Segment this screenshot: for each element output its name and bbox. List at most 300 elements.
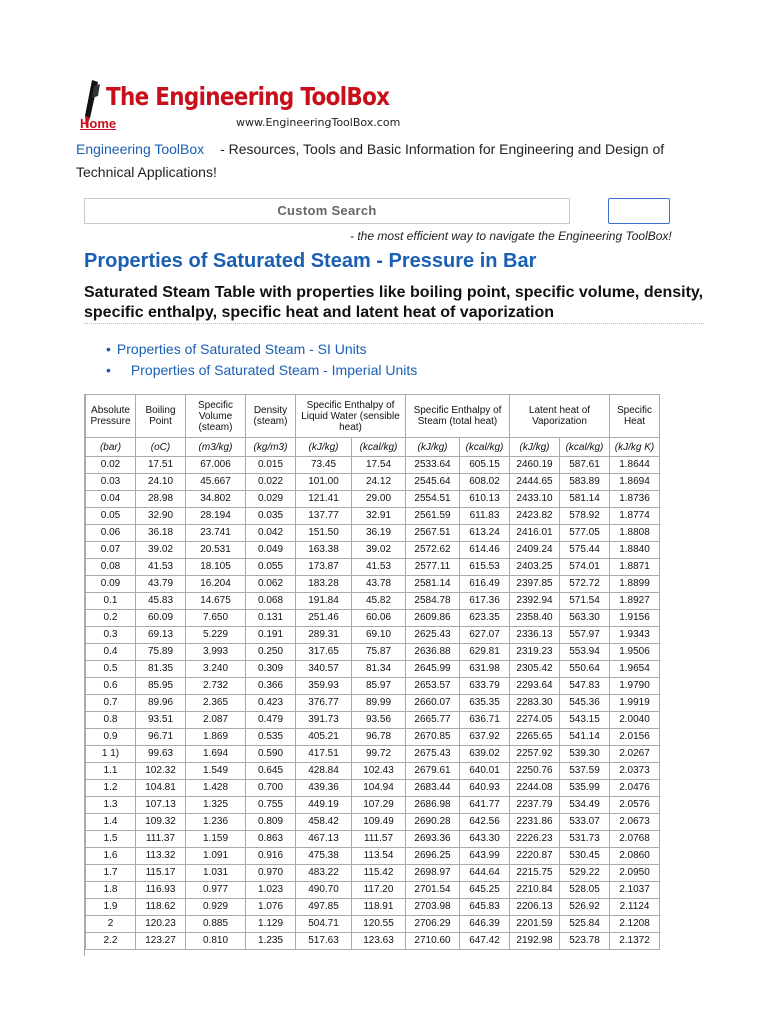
table-cell: 1.236 bbox=[186, 814, 246, 831]
table-cell: 0.250 bbox=[246, 644, 296, 661]
table-row bbox=[86, 933, 660, 950]
table-cell: 2336.13 bbox=[510, 627, 560, 644]
table-cell: 1.8899 bbox=[610, 576, 660, 593]
table-cell: 528.05 bbox=[560, 882, 610, 899]
table-cell: 1.8694 bbox=[610, 474, 660, 491]
table-cell: 1.129 bbox=[246, 916, 296, 933]
table-row bbox=[86, 457, 660, 474]
table-cell: 0.977 bbox=[186, 882, 246, 899]
table-cell: 2319.23 bbox=[510, 644, 560, 661]
table-cell: 613.24 bbox=[460, 525, 510, 542]
table-row bbox=[86, 491, 660, 508]
table-cell: 537.59 bbox=[560, 763, 610, 780]
bullet-icon: • bbox=[106, 362, 111, 378]
table-cell: 251.46 bbox=[296, 610, 352, 627]
table-cell: 0.015 bbox=[246, 457, 296, 474]
table-cell: 533.07 bbox=[560, 814, 610, 831]
table-cell: 2572.62 bbox=[406, 542, 460, 559]
table-cell: 81.35 bbox=[136, 661, 186, 678]
table-cell: 644.64 bbox=[460, 865, 510, 882]
table-cell: 2392.94 bbox=[510, 593, 560, 610]
table-cell: 1.031 bbox=[186, 865, 246, 882]
table-cell: 611.83 bbox=[460, 508, 510, 525]
table-cell: 3.240 bbox=[186, 661, 246, 678]
table-cell: 0.7 bbox=[86, 695, 136, 712]
table-row bbox=[86, 559, 660, 576]
table-cell: 340.57 bbox=[296, 661, 352, 678]
table-cell: 1.235 bbox=[246, 933, 296, 950]
table-cell: 1.7 bbox=[86, 865, 136, 882]
table-cell: 2358.40 bbox=[510, 610, 560, 627]
table-cell: 2305.42 bbox=[510, 661, 560, 678]
table-cell: 36.18 bbox=[136, 525, 186, 542]
table-cell: 2403.25 bbox=[510, 559, 560, 576]
table-cell: 24.10 bbox=[136, 474, 186, 491]
table-cell: 2660.07 bbox=[406, 695, 460, 712]
engineering-toolbox-link[interactable]: Engineering ToolBox bbox=[76, 141, 205, 157]
table-cell: 2.0267 bbox=[610, 746, 660, 763]
unit-header: (kJ/kg) bbox=[510, 438, 560, 457]
table-cell: 0.022 bbox=[246, 474, 296, 491]
table-cell: 647.42 bbox=[460, 933, 510, 950]
table-cell: 2397.85 bbox=[510, 576, 560, 593]
table-cell: 96.78 bbox=[352, 729, 406, 746]
table-cell: 104.94 bbox=[352, 780, 406, 797]
table-cell: 0.6 bbox=[86, 678, 136, 695]
table-cell: 109.49 bbox=[352, 814, 406, 831]
table-cell: 2.0950 bbox=[610, 865, 660, 882]
table-cell: 75.87 bbox=[352, 644, 406, 661]
table-cell: 2686.98 bbox=[406, 797, 460, 814]
table-cell: 2433.10 bbox=[510, 491, 560, 508]
column-header: Specific Volume (steam) bbox=[186, 395, 246, 438]
table-cell: 0.029 bbox=[246, 491, 296, 508]
table-cell: 115.42 bbox=[352, 865, 406, 882]
table-row bbox=[86, 797, 660, 814]
table-cell: 163.38 bbox=[296, 542, 352, 559]
table-cell: 525.84 bbox=[560, 916, 610, 933]
table-cell: 543.15 bbox=[560, 712, 610, 729]
table-cell: 2192.98 bbox=[510, 933, 560, 950]
table-cell: 102.43 bbox=[352, 763, 406, 780]
table-cell: 643.99 bbox=[460, 848, 510, 865]
table-cell: 578.92 bbox=[560, 508, 610, 525]
steam-table-container bbox=[84, 394, 705, 956]
table-cell: 2220.87 bbox=[510, 848, 560, 865]
table-cell: 2554.51 bbox=[406, 491, 460, 508]
table-cell: 0.1 bbox=[86, 593, 136, 610]
table-cell: 0.07 bbox=[86, 542, 136, 559]
table-cell: 1.9343 bbox=[610, 627, 660, 644]
table-row bbox=[86, 746, 660, 763]
table-cell: 2679.61 bbox=[406, 763, 460, 780]
logo-title: The Engineering ToolBox bbox=[106, 82, 390, 111]
unit-header: (kcal/kg) bbox=[560, 438, 610, 457]
table-row bbox=[86, 593, 660, 610]
column-header: Boiling Point bbox=[136, 395, 186, 438]
table-cell: 0.068 bbox=[246, 593, 296, 610]
intro-description: - Resources, Tools and Basic Information for Engineering and Design of Technical Applications! bbox=[76, 141, 665, 180]
table-cell: 475.38 bbox=[296, 848, 352, 865]
table-cell: 1.8871 bbox=[610, 559, 660, 576]
table-cell: 497.85 bbox=[296, 899, 352, 916]
table-cell: 529.22 bbox=[560, 865, 610, 882]
table-row bbox=[86, 848, 660, 865]
table-cell: 2231.86 bbox=[510, 814, 560, 831]
table-cell: 0.4 bbox=[86, 644, 136, 661]
table-cell: 173.87 bbox=[296, 559, 352, 576]
table-cell: 640.01 bbox=[460, 763, 510, 780]
list-item bbox=[106, 360, 417, 381]
table-cell: 0.929 bbox=[186, 899, 246, 916]
table-cell: 1.159 bbox=[186, 831, 246, 848]
column-header: Absolute Pressure bbox=[86, 395, 136, 438]
table-cell: 0.700 bbox=[246, 780, 296, 797]
table-cell: 0.479 bbox=[246, 712, 296, 729]
related-links bbox=[106, 339, 417, 381]
home-link[interactable]: Home bbox=[80, 116, 117, 131]
table-cell: 539.30 bbox=[560, 746, 610, 763]
table-cell: 2.2 bbox=[86, 933, 136, 950]
table-cell: 617.36 bbox=[460, 593, 510, 610]
column-header: Latent heat of Vaporization bbox=[510, 395, 610, 438]
table-cell: 1.9919 bbox=[610, 695, 660, 712]
table-cell: 641.77 bbox=[460, 797, 510, 814]
table-cell: 2274.05 bbox=[510, 712, 560, 729]
table-cell: 0.8 bbox=[86, 712, 136, 729]
table-cell: 43.79 bbox=[136, 576, 186, 593]
table-cell: 2.0860 bbox=[610, 848, 660, 865]
table-cell: 116.93 bbox=[136, 882, 186, 899]
table-cell: 545.36 bbox=[560, 695, 610, 712]
table-cell: 151.50 bbox=[296, 525, 352, 542]
table-cell: 2584.78 bbox=[406, 593, 460, 610]
table-cell: 2237.79 bbox=[510, 797, 560, 814]
table-cell: 0.02 bbox=[86, 457, 136, 474]
table-cell: 109.32 bbox=[136, 814, 186, 831]
table-cell: 0.05 bbox=[86, 508, 136, 525]
table-cell: 45.667 bbox=[186, 474, 246, 491]
table-cell: 0.049 bbox=[246, 542, 296, 559]
table-cell: 2690.28 bbox=[406, 814, 460, 831]
header-row bbox=[86, 395, 660, 438]
table-cell: 504.71 bbox=[296, 916, 352, 933]
table-cell: 107.29 bbox=[352, 797, 406, 814]
table-cell: 81.34 bbox=[352, 661, 406, 678]
table-cell: 18.105 bbox=[186, 559, 246, 576]
table-cell: 67.006 bbox=[186, 457, 246, 474]
table-cell: 1.869 bbox=[186, 729, 246, 746]
table-cell: 2581.14 bbox=[406, 576, 460, 593]
table-cell: 550.64 bbox=[560, 661, 610, 678]
table-cell: 7.650 bbox=[186, 610, 246, 627]
table-cell: 99.63 bbox=[136, 746, 186, 763]
table-cell: 118.62 bbox=[136, 899, 186, 916]
column-header: Specific Enthalpy of Steam (total heat) bbox=[406, 395, 510, 438]
table-cell: 2696.25 bbox=[406, 848, 460, 865]
table-cell: 2460.19 bbox=[510, 457, 560, 474]
table-cell: 637.92 bbox=[460, 729, 510, 746]
units-row bbox=[86, 438, 660, 457]
table-cell: 29.00 bbox=[352, 491, 406, 508]
table-cell: 1.8808 bbox=[610, 525, 660, 542]
table-cell: 2293.64 bbox=[510, 678, 560, 695]
table-cell: 2545.64 bbox=[406, 474, 460, 491]
table-cell: 1.091 bbox=[186, 848, 246, 865]
intro-text bbox=[76, 138, 716, 184]
table-cell: 41.53 bbox=[352, 559, 406, 576]
table-cell: 575.44 bbox=[560, 542, 610, 559]
table-cell: 2.1124 bbox=[610, 899, 660, 916]
table-cell: 587.61 bbox=[560, 457, 610, 474]
table-cell: 605.15 bbox=[460, 457, 510, 474]
table-cell: 2701.54 bbox=[406, 882, 460, 899]
table-cell: 93.56 bbox=[352, 712, 406, 729]
table-cell: 39.02 bbox=[352, 542, 406, 559]
table-cell: 645.83 bbox=[460, 899, 510, 916]
table-cell: 69.10 bbox=[352, 627, 406, 644]
table-cell: 2577.11 bbox=[406, 559, 460, 576]
column-header: Density (steam) bbox=[246, 395, 296, 438]
table-cell: 614.46 bbox=[460, 542, 510, 559]
table-row bbox=[86, 525, 660, 542]
unit-header: (kJ/kg) bbox=[406, 438, 460, 457]
table-row bbox=[86, 508, 660, 525]
table-cell: 0.2 bbox=[86, 610, 136, 627]
table-cell: 85.95 bbox=[136, 678, 186, 695]
table-cell: 0.366 bbox=[246, 678, 296, 695]
table-cell: 0.970 bbox=[246, 865, 296, 882]
table-cell: 2.1208 bbox=[610, 916, 660, 933]
table-cell: 405.21 bbox=[296, 729, 352, 746]
table-cell: 627.07 bbox=[460, 627, 510, 644]
table-cell: 104.81 bbox=[136, 780, 186, 797]
table-cell: 23.741 bbox=[186, 525, 246, 542]
table-cell: 557.97 bbox=[560, 627, 610, 644]
table-cell: 24.12 bbox=[352, 474, 406, 491]
table-cell: 490.70 bbox=[296, 882, 352, 899]
table-cell: 1.5 bbox=[86, 831, 136, 848]
table-cell: 34.802 bbox=[186, 491, 246, 508]
table-cell: 439.36 bbox=[296, 780, 352, 797]
table-cell: 449.19 bbox=[296, 797, 352, 814]
table-row bbox=[86, 916, 660, 933]
table-cell: 417.51 bbox=[296, 746, 352, 763]
table-cell: 17.51 bbox=[136, 457, 186, 474]
table-row bbox=[86, 610, 660, 627]
table-cell: 0.062 bbox=[246, 576, 296, 593]
table-cell: 0.04 bbox=[86, 491, 136, 508]
table-cell: 631.98 bbox=[460, 661, 510, 678]
unit-header: (kcal/kg) bbox=[352, 438, 406, 457]
table-cell: 2.0673 bbox=[610, 814, 660, 831]
table-cell: 523.78 bbox=[560, 933, 610, 950]
list-item bbox=[106, 339, 417, 360]
unit-header: (m3/kg) bbox=[186, 438, 246, 457]
table-cell: 14.675 bbox=[186, 593, 246, 610]
table-cell: 2693.36 bbox=[406, 831, 460, 848]
table-cell: 0.035 bbox=[246, 508, 296, 525]
si-units-link[interactable]: Properties of Saturated Steam - SI Units bbox=[116, 341, 367, 357]
table-cell: 43.78 bbox=[352, 576, 406, 593]
table-cell: 1.076 bbox=[246, 899, 296, 916]
bullet-icon: • bbox=[106, 341, 111, 357]
table-cell: 428.84 bbox=[296, 763, 352, 780]
table-cell: 123.63 bbox=[352, 933, 406, 950]
table-cell: 2.0476 bbox=[610, 780, 660, 797]
table-cell: 69.13 bbox=[136, 627, 186, 644]
table-cell: 359.93 bbox=[296, 678, 352, 695]
table-cell: 467.13 bbox=[296, 831, 352, 848]
table-row bbox=[86, 474, 660, 491]
custom-search-input[interactable]: Custom Search bbox=[84, 198, 570, 224]
table-cell: 0.08 bbox=[86, 559, 136, 576]
table-row bbox=[86, 644, 660, 661]
table-cell: 517.63 bbox=[296, 933, 352, 950]
search-button[interactable] bbox=[608, 198, 670, 224]
table-cell: 16.204 bbox=[186, 576, 246, 593]
table-cell: 36.19 bbox=[352, 525, 406, 542]
table-cell: 2.1372 bbox=[610, 933, 660, 950]
table-cell: 608.02 bbox=[460, 474, 510, 491]
table-row bbox=[86, 678, 660, 695]
table-cell: 183.28 bbox=[296, 576, 352, 593]
table-cell: 191.84 bbox=[296, 593, 352, 610]
steam-table bbox=[85, 394, 660, 950]
table-cell: 2.732 bbox=[186, 678, 246, 695]
table-cell: 1.428 bbox=[186, 780, 246, 797]
table-cell: 1.9 bbox=[86, 899, 136, 916]
unit-header: (kJ/kg) bbox=[296, 438, 352, 457]
table-cell: 2561.59 bbox=[406, 508, 460, 525]
table-cell: 534.49 bbox=[560, 797, 610, 814]
table-cell: 89.99 bbox=[352, 695, 406, 712]
table-cell: 1.9156 bbox=[610, 610, 660, 627]
table-cell: 60.09 bbox=[136, 610, 186, 627]
logo-url: www.EngineeringToolBox.com bbox=[236, 116, 401, 129]
table-cell: 2.0156 bbox=[610, 729, 660, 746]
table-cell: 89.96 bbox=[136, 695, 186, 712]
table-cell: 118.91 bbox=[352, 899, 406, 916]
table-cell: 563.30 bbox=[560, 610, 610, 627]
divider bbox=[84, 323, 704, 324]
table-cell: 535.99 bbox=[560, 780, 610, 797]
table-cell: 1.8644 bbox=[610, 457, 660, 474]
table-cell: 483.22 bbox=[296, 865, 352, 882]
table-cell: 113.32 bbox=[136, 848, 186, 865]
column-header: Specific Enthalpy of Liquid Water (sensible heat) bbox=[296, 395, 406, 438]
table-cell: 0.5 bbox=[86, 661, 136, 678]
table-row bbox=[86, 542, 660, 559]
table-cell: 2.1037 bbox=[610, 882, 660, 899]
table-cell: 41.53 bbox=[136, 559, 186, 576]
table-cell: 102.32 bbox=[136, 763, 186, 780]
table-cell: 5.229 bbox=[186, 627, 246, 644]
table-row bbox=[86, 831, 660, 848]
table-cell: 2244.08 bbox=[510, 780, 560, 797]
table-cell: 2444.65 bbox=[510, 474, 560, 491]
table-cell: 17.54 bbox=[352, 457, 406, 474]
table-cell: 581.14 bbox=[560, 491, 610, 508]
table-cell: 0.645 bbox=[246, 763, 296, 780]
table-cell: 2416.01 bbox=[510, 525, 560, 542]
table-cell: 643.30 bbox=[460, 831, 510, 848]
table-cell: 0.810 bbox=[186, 933, 246, 950]
table-row bbox=[86, 814, 660, 831]
table-cell: 123.27 bbox=[136, 933, 186, 950]
table-row bbox=[86, 882, 660, 899]
imperial-units-link[interactable]: Properties of Saturated Steam - Imperial Units bbox=[130, 362, 418, 378]
table-cell: 60.06 bbox=[352, 610, 406, 627]
table-cell: 640.93 bbox=[460, 780, 510, 797]
table-row bbox=[86, 780, 660, 797]
table-cell: 75.89 bbox=[136, 644, 186, 661]
table-row bbox=[86, 865, 660, 882]
table-cell: 2567.51 bbox=[406, 525, 460, 542]
table-cell: 115.17 bbox=[136, 865, 186, 882]
page-subtitle: Saturated Steam Table with properties like boiling point, specific volume, density, specific enthalpy, specific heat and latent heat of vaporization bbox=[84, 284, 704, 321]
table-cell: 289.31 bbox=[296, 627, 352, 644]
table-cell: 0.3 bbox=[86, 627, 136, 644]
table-cell: 45.82 bbox=[352, 593, 406, 610]
table-cell: 45.83 bbox=[136, 593, 186, 610]
table-cell: 1.8736 bbox=[610, 491, 660, 508]
table-cell: 2653.57 bbox=[406, 678, 460, 695]
table-cell: 633.79 bbox=[460, 678, 510, 695]
table-cell: 0.809 bbox=[246, 814, 296, 831]
table-cell: 2698.97 bbox=[406, 865, 460, 882]
table-cell: 1.9790 bbox=[610, 678, 660, 695]
table-cell: 1.9654 bbox=[610, 661, 660, 678]
table-cell: 2706.29 bbox=[406, 916, 460, 933]
table-row bbox=[86, 576, 660, 593]
table-cell: 2201.59 bbox=[510, 916, 560, 933]
table-cell: 2710.60 bbox=[406, 933, 460, 950]
table-cell: 28.98 bbox=[136, 491, 186, 508]
table-cell: 615.53 bbox=[460, 559, 510, 576]
table-cell: 2533.64 bbox=[406, 457, 460, 474]
table-cell: 577.05 bbox=[560, 525, 610, 542]
table-cell: 2.365 bbox=[186, 695, 246, 712]
table-cell: 0.9 bbox=[86, 729, 136, 746]
table-cell: 391.73 bbox=[296, 712, 352, 729]
table-cell: 1.549 bbox=[186, 763, 246, 780]
search-tagline: - the most efficient way to navigate the Engineering ToolBox! bbox=[350, 229, 672, 243]
table-cell: 642.56 bbox=[460, 814, 510, 831]
table-cell: 0.309 bbox=[246, 661, 296, 678]
table-row bbox=[86, 661, 660, 678]
unit-header: (kg/m3) bbox=[246, 438, 296, 457]
table-row bbox=[86, 763, 660, 780]
table-cell: 0.535 bbox=[246, 729, 296, 746]
table-cell: 2226.23 bbox=[510, 831, 560, 848]
table-cell: 571.54 bbox=[560, 593, 610, 610]
table-cell: 117.20 bbox=[352, 882, 406, 899]
table-cell: 1.3 bbox=[86, 797, 136, 814]
table-cell: 583.89 bbox=[560, 474, 610, 491]
table-cell: 0.423 bbox=[246, 695, 296, 712]
table-cell: 0.09 bbox=[86, 576, 136, 593]
table-cell: 2257.92 bbox=[510, 746, 560, 763]
table-cell: 623.35 bbox=[460, 610, 510, 627]
table-cell: 3.993 bbox=[186, 644, 246, 661]
table-cell: 2636.88 bbox=[406, 644, 460, 661]
site-logo[interactable] bbox=[78, 78, 418, 134]
table-cell: 1.8774 bbox=[610, 508, 660, 525]
table-cell: 93.51 bbox=[136, 712, 186, 729]
table-cell: 2206.13 bbox=[510, 899, 560, 916]
table-cell: 120.55 bbox=[352, 916, 406, 933]
